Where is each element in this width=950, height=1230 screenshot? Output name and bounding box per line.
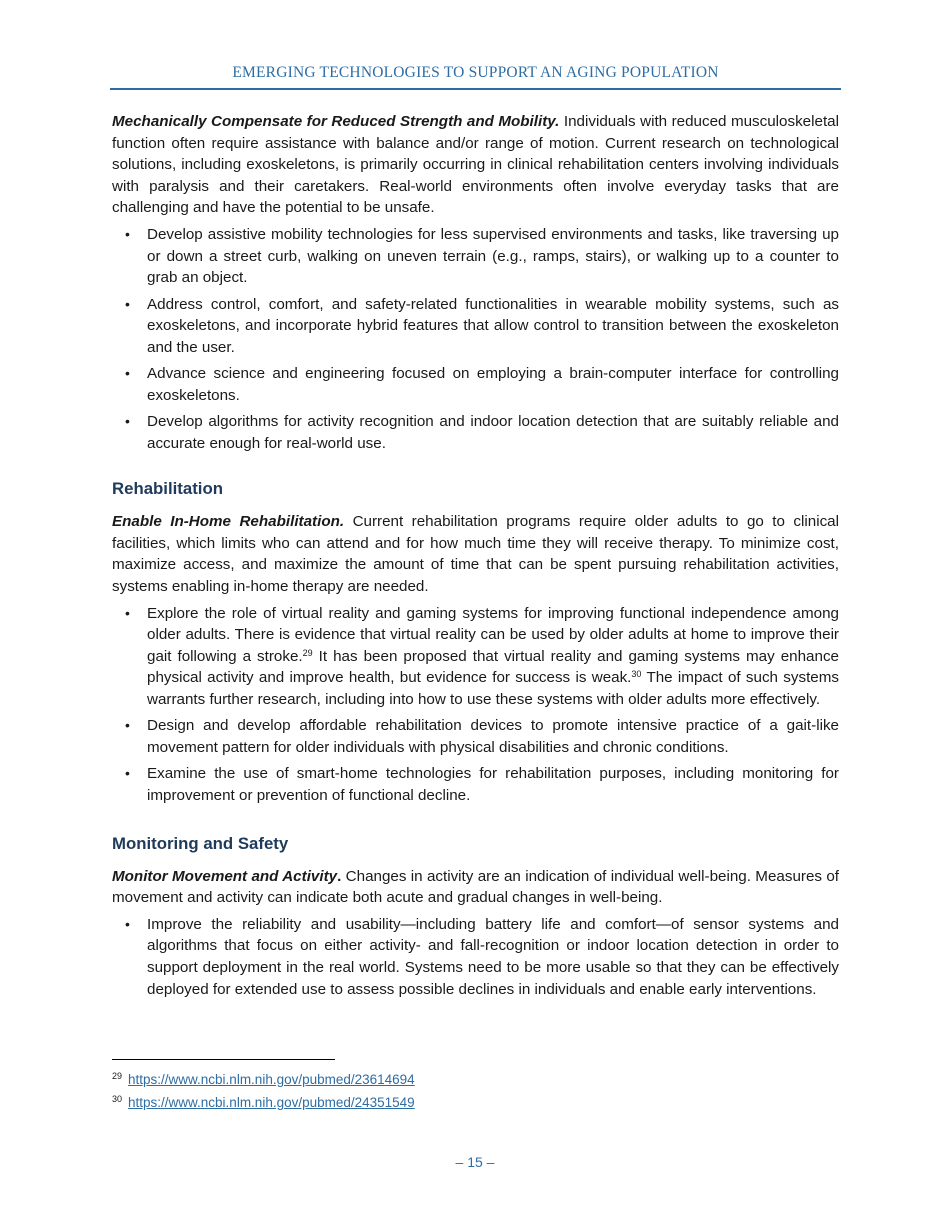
- monitoring-lead: Monitor Movement and Activity: [112, 867, 338, 885]
- monitoring-paragraph: [112, 866, 839, 909]
- list-item: [125, 763, 839, 806]
- rehabilitation-paragraph: [112, 511, 839, 597]
- list-item-text: Design and develop affordable rehabilitation devices to promote intensive practice of a gait-like movement pattern for older individuals with physical disabilities and chronic conditions.: [147, 717, 839, 757]
- footnote-ref-29[interactable]: 29: [302, 647, 313, 658]
- mobility-paragraph: [112, 111, 839, 219]
- list-item-text: Address control, comfort, and safety-related functionalities in wearable mobility systems, such as exoskeletons, and incorporate hybrid features that allow control to transition between the exoskeleton and the user.: [147, 295, 839, 356]
- page-number: – 15 –: [455, 1154, 495, 1170]
- bullet-icon: •: [125, 765, 130, 782]
- footnote-link[interactable]: https://www.ncbi.nlm.nih.gov/pubmed/24351549: [128, 1095, 415, 1110]
- footnote-number: 30: [112, 1094, 123, 1104]
- bullet-icon: •: [125, 604, 130, 621]
- bullet-icon: •: [125, 915, 130, 932]
- list-item-text: Improve the reliability and usability—including battery life and comfort—of sensor systems and algorithms that focus on either activity- and fall-recognition or indoor location detection in order to support deployment in the real world. Systems need to be more usable so that they can be effectively deployed for extended use to assess possible declines in individuals and enable early interventions.: [147, 915, 839, 998]
- list-item-text: Explore the role of virtual reality and gaming systems for improving functional independence among older adults. There is evidence that virtual reality can be used by older adults at home to improve their gait following a stroke.$^{29}$ It has been proposed that virtual reality and gaming systems may enhance physical activity and improve health, but evidence for success is weak.$^{30}$ The impact of such systems warrants further research, including into how to use these systems with older adults more effectively.: [147, 604, 839, 709]
- list-item: [125, 603, 839, 711]
- list-item: [125, 411, 839, 454]
- footnote-30: [112, 1091, 839, 1114]
- list-item-text: Develop assistive mobility technologies for less supervised environments and tasks, like traversing up or down a street curb, walking on uneven terrain (e.g., ramps, stairs), or walking up to a counter to grab an object.: [147, 225, 839, 287]
- footnote-ref-30[interactable]: 30: [631, 669, 642, 680]
- rehabilitation-body: Current rehabilitation programs require older adults to go to clinical facilities, which limits who can attend and for how much time they will receive therapy. To minimize cost, maximize access, and maximize the amount of time that can be spent pursuing rehabilitation activities, systems enabling in-home therapy are needed.: [112, 513, 839, 596]
- mobility-list: [112, 224, 839, 454]
- rehabilitation-lead: Enable In-Home Rehabilitation.: [112, 513, 345, 531]
- list-item-text: Develop algorithms for activity recognition and indoor location detection that are suitably reliable and accurate enough for real-world use.: [147, 413, 839, 452]
- list-item: [125, 224, 839, 289]
- bullet-icon: •: [125, 413, 130, 430]
- mobility-body: Individuals with reduced musculoskeletal function often require assistance with balance and/or range of motion. Current research on technological solutions, including exoskeletons, is primarily occurring in clinical rehabilitation centers involving individuals with paralysis and their caretakers. Real-world environments often involve everyday tasks that are challenging and have the potential to be unsafe.: [112, 113, 839, 217]
- mobility-lead: Mechanically Compensate for Reduced Strength and Mobility.: [112, 113, 560, 130]
- footnote-divider: [112, 1059, 335, 1060]
- main-content: [112, 111, 839, 1005]
- rehabilitation-heading: Rehabilitation: [112, 479, 223, 499]
- monitoring-heading: Monitoring and Safety: [112, 833, 289, 853]
- list-item: [125, 715, 839, 758]
- footnote-29: [112, 1068, 839, 1091]
- bullet-icon: •: [125, 225, 130, 242]
- list-item: [125, 914, 839, 1000]
- footnotes: [112, 1068, 839, 1114]
- bullet-icon: •: [125, 295, 130, 312]
- rehabilitation-list: [112, 603, 839, 807]
- bullet-icon: •: [125, 365, 130, 382]
- list-item: [125, 363, 839, 406]
- running-header: EMERGING TECHNOLOGIES TO SUPPORT AN AGING POPULATION: [110, 64, 841, 90]
- list-item-text: Examine the use of smart-home technologies for rehabilitation purposes, including monitoring for improvement or prevention of functional decline.: [147, 765, 839, 805]
- bullet-icon: •: [125, 717, 130, 734]
- monitoring-lead-period: .: [337, 867, 342, 885]
- list-item: [125, 294, 839, 359]
- footnote-number: 29: [112, 1071, 123, 1081]
- footnote-link[interactable]: https://www.ncbi.nlm.nih.gov/pubmed/23614694: [128, 1072, 415, 1087]
- list-item-text: Advance science and engineering focused on employing a brain-computer interface for controlling exoskeletons.: [147, 365, 839, 404]
- monitoring-list: [112, 914, 839, 1000]
- monitoring-body: Changes in activity are an indication of individual well-being. Measures of movement and activity can indicate both acute and gradual changes in well-being.: [112, 867, 839, 907]
